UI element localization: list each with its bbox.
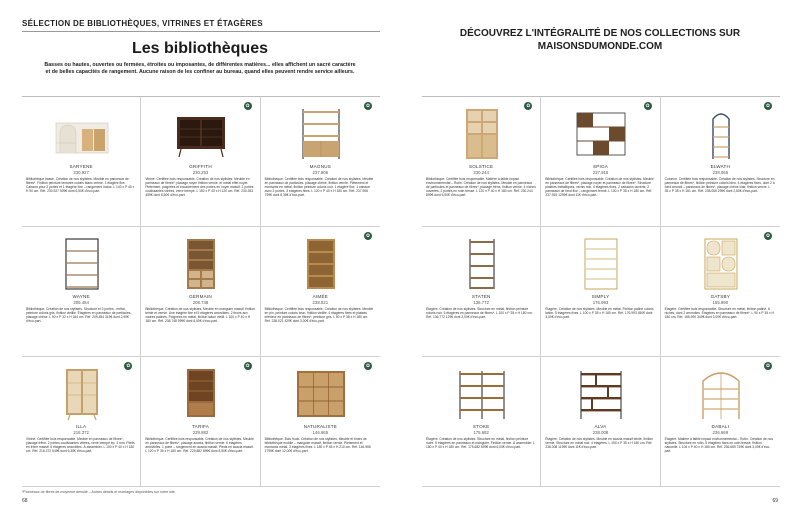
product-card[interactable] [261,227,380,357]
product-name: SPIGA [592,164,609,169]
product-grid-right [422,96,780,486]
product-card[interactable] [141,357,260,487]
product-card[interactable] [22,357,141,487]
product-card[interactable] [661,227,780,357]
product-ref: 230.253 [192,170,209,175]
bookcase-image [291,107,351,161]
product-desc: Étagère. Création de nos stylistes. Structure en métal, finition peinture noire. 5 étagères en panneaux et manguier. Finition vernie. À assembler. L 180 x P 40 x H 180 cm. Réf. 175.682 699€ dont 6,00€ d'éco-part. [426,437,535,450]
product-name: WAYNE [72,294,90,299]
product-name: GATSBY [710,294,731,299]
product-ref: 237.906 [312,170,329,175]
product-card[interactable] [261,357,380,487]
product-ref: 230.244 [473,170,489,175]
product-name: STATEN [471,294,491,299]
product-ref: 136.772 [473,300,489,305]
eco-leaf-icon: ✿ [365,103,371,109]
promo-line: DÉCOUVREZ L'INTÉGRALITÉ DE NOS COLLECTIONS SUR [459,28,741,39]
product-desc: Étagère. Création de nos stylistes. Structure en métal, finition peinture coloris noir. 5 étagères en panneaux de fibres*. L 100 x P 35 x H 180 cm. Réf. 136.772 129€ dont 2,00€ d'éco-part. [426,307,533,320]
eco-leaf-icon: ✿ [526,103,531,109]
product-card[interactable] [22,227,141,357]
product-desc: Bibliothèque. Certifiée bois responsable. Création de nos stylistes. Meuble en panneaux de fibres*, placage acacia, finition vernie. 6 étagères amovibles. 1 porte – rangement en acacia massif. Pieds en acacia massif. L 120 x P 35 x H 180 cm. Réf. 229.882 899€ dont 8,50€ d'éco-part. [145,437,254,454]
product-card[interactable] [261,97,380,227]
eco-leaf-icon: ✿ [365,233,371,239]
eco-leaf-icon: ✿ [765,363,771,369]
product-desc: Étagère. Création de nos stylistes. Meuble en acacia massif teinté, finition vernie. Structure en métal noir. 4 étagères. L 150 x P 35 x H 180 cm. Réf. 238.008 1199€ dont 11€ d'éco-part. [545,437,654,450]
shelf-image [691,107,751,161]
promo-banner [400,27,800,53]
product-ref: 238.065 [712,170,729,175]
product-name: STOKE [472,424,490,429]
product-card[interactable] [141,227,260,357]
promo-site-link[interactable]: MAISONSDUMONDE.COM [537,41,663,52]
product-desc: Bibliothèque. Certifiée bois responsable. Matière à faible impact environnemental – Rotin. Création de nos stylistes. Meuble en panneaux de particules et panneaux de fibres*, placage frêne, finition vernie. 4 niches ouvertes, 2 portes en rotin tressé. L 120 x P 40 x H 180 cm. Réf. 230.244 899€ dont 6,50€ d'éco-part. [426,177,536,198]
eco-leaf-icon: ✿ [245,363,250,369]
shelf-image [691,237,751,291]
product-desc: Bibliothèque. Certifiée bois responsable. Création de nos stylistes. Meuble en panneaux de fibres*, placage noyer et panneaux de fibres*. Structure platines métalliques, vernis noir. 4 étagères fixes, 2 caissons ouverts, 2 panneaux de fond fixe – rangement fermé. L 130 x P 35 x H 180 cm. Réf. 237.915 1299€ dont 11€ d'éco-part. [545,177,654,198]
product-name: SARYENE [69,164,93,169]
bookcase-image [171,237,231,291]
product-ref: 216.372 [73,430,89,435]
product-card[interactable] [22,97,141,227]
page-number: 68 [22,498,28,504]
product-ref: 229.882 [192,430,209,435]
product-ref: 238.021 [312,300,329,305]
product-card[interactable] [141,97,260,227]
product-ref: 176.993 [592,300,609,305]
product-desc: Bibliothèque. Certifiée bois responsable. Création de nos stylistes. Meuble en panneaux de particules, placage chêne, finition vernie. Piètement et montants en métal, finition peinture coloris noir. 1 étagère fixe, 1 caisson avec 2 portes, 3 étagères fixes. L 120 x P 40 x H 180 cm. Réf. 237.906 799€ dont 8,35€ d'éco-part. [264,177,374,198]
product-desc: Colonne. Certifiée bois responsable. Création de nos stylistes. Structure en panneaux de fibres*, finition peinture coloris bleu. 4 étagères fixes, dont 2 à fond arrondi – panneaux de fibres*, placage chêne clair, finition vernie. L 35 x P 35 x H 181 cm. Réf. 238.065 299€ dont 2,60€ d'éco-part. [664,177,775,194]
product-desc: Bibliothèque. Certifiée bois responsable. Création de nos stylistes. Meuble en pin, peinture coloris brun, finition vieillie. 4 étagères fixes et plateau inférieur en panneaux de fibres*, peinture gris. L 90 x P 38 x H 180 cm. Réf. 238.021 429€ dont 3,00€ d'éco-part. [264,307,374,324]
product-ref: 236.669 [712,430,729,435]
eco-leaf-icon: ✿ [126,363,131,369]
right-page [400,0,800,513]
product-name: SIMPLY [591,294,610,299]
product-ref: 165.990 [712,300,729,305]
shelf-image [571,367,631,421]
eco-leaf-icon: ✿ [765,233,771,239]
product-card[interactable] [541,357,660,487]
product-desc: Bibliothèque basse. Création de nos stylistes. Meuble en panneaux de fibres*. Finition peinture texturée coloris blanc crème. 1 étagère fixe. Caisson pour 2 portes et 1 étagère fixe – rangement inclus. L 140 x P 40 x H 90 cm. Réf. 230.927 599€ dont 6,50€ d'éco-part. [26,177,135,194]
product-card[interactable] [422,97,541,227]
eco-leaf-icon: ✿ [765,103,771,109]
product-desc: Bibliothèque. Création de nos stylistes. Meuble en manguier massif, finition teinte et vernie. Une étagère fixe et 5 étagères amovibles. 2 tiroirs aux cadres patinés. Poignées en métal, finition laiton vieilli. L 100 x P 40 x H 180 cm. Réf. 208.748 999€ dont 6,50€ d'éco-part. [145,307,255,324]
eco-leaf-icon: ✿ [245,103,250,109]
product-card[interactable] [422,227,541,357]
bookcase-image [571,107,631,161]
eco-leaf-icon: ✿ [645,103,650,109]
product-name: AIMÉE [312,294,328,299]
bookcase-image [171,367,231,421]
product-card[interactable] [541,97,660,227]
product-ref: 175.682 [473,430,489,435]
footnote: *Panneaux de fibres de moyenne densité – Autres détails et montages disponibles sur notre site [22,490,175,494]
product-desc: Bibliothèque. Bois fruck. Création de nos stylistes. Meuble et tiroirs de bibliothèque mobile – manguier massif, finition vernie. Piètement et montants métal. 3 étagères fixes. L 180 x P 45 x H 210 cm. Réf. 146.965 1799€ dont 12,00€ d'éco-part. [264,437,371,454]
page-number: 69 [772,498,778,504]
product-desc: Bibliothèque. Création de nos stylistes. Structure et 3 portes - métal, peinture coloris gris, finition vieillie. Étagères en panneaux de particules, placage chêne. L 90 x P 32 x H 184 cm. Réf. 209.454 319€ dont 2,90€ d'éco-part. [26,307,132,324]
vitrine-image [52,367,112,421]
bookcase-image [452,107,512,161]
product-name: ILLA [76,424,87,429]
product-card[interactable] [422,357,541,487]
section-divider [22,31,380,32]
eco-leaf-icon: ✿ [365,363,371,369]
product-card[interactable] [541,227,660,357]
shelf-image [452,237,512,291]
product-name: DABALI [711,424,730,429]
bookcase-image [52,237,112,291]
product-desc: Vitrine. Certifiée bois responsable. Meuble en panneaux de fibres*, placage frêne. 2 portes coulissantes vitrées, verre trempé ép. 4 mm. Pieds en frêne massif. 6 étagères amovibles. À assembler. L 100 x P 40 x H 180 cm. Réf. 216.372 549€ dont 6,35€ d'éco-part. [26,437,135,454]
product-name: SOLSTICE [469,164,494,169]
product-ref: 146.965 [312,430,329,435]
product-card[interactable] [661,97,780,227]
bookcase-image [52,107,112,161]
product-desc: Étagère. Matière à faible impact environnemental – Rotin. Création de nos stylistes. Structure en rotin, 5 étagères fixes en rotin tressé, finition naturelle. L 104 x P 40 x H 180 cm. Réf. 236.669 749€ dont 3,00€ d'éco-part. [664,437,773,454]
product-ref: 209.454 [73,300,89,305]
product-desc: Étagère. Certifiée bois responsable. Structure en métal, finition patiné. 6 niches, dont 2 arrondies. Étagères en panneaux de fibres*. L 90 x P 35 x H 180 cm. Réf. 165.990 349€ dont 3,00€ d'éco-part. [664,307,774,320]
product-desc: Vitrine. Certifiée bois responsable. Création de nos stylistes. Meuble en panneaux de fibres*, placage noyer finition vernie, et métal effet noyer. Piètement, poignées et encadrement des portes en noyer massif. 2 portes coulissantes vitrées, verre trempé. L 150 x P 40 x H 120 cm. Réf. 230.253 499€ dont 8,50€ d'éco-part. [145,177,254,198]
product-grid-left [22,96,380,486]
product-name: ALVA [594,424,607,429]
product-ref: 238.008 [592,430,609,435]
shelf-image [571,237,631,291]
product-name: ELWATH [710,164,731,169]
bookcase-image [291,237,351,291]
intro-text: Basses ou hautes, ouvertes ou fermées, étroites ou imposantes, de différentes matières... elles affichent un sacré caractère et de belles capacités de rangement. Aucune raison de les confiner au bureau, quand elles peuvent rendre service ailleurs. [44,62,356,75]
product-name: GERMAIN [189,294,212,299]
product-card[interactable] [661,357,780,487]
product-name: GRIFFITH [189,164,212,169]
bookcase-image [291,367,351,421]
shelf-image [691,367,751,421]
shelf-image [452,367,512,421]
product-ref: 230.927 [73,170,89,175]
vitrine-image [171,107,231,161]
product-name: TARIFA [192,424,209,429]
product-name: NATURALISTE [303,424,338,429]
product-desc: Étagère. Création de nos stylistes. Meuble en métal. Finition patine coloris laiton. 5 étagères fixes. L 100 x P 35 x H 180 cm. Réf. 176.993 450€ dont 3,00€ d'éco-part. [545,307,654,320]
product-ref: 237.915 [592,170,609,175]
page-title: Les bibliothèques [131,40,268,57]
product-name: MAGNUS [309,164,331,169]
section-title: SÉLECTION DE BIBLIOTHÈQUES, VITRINES ET ÉTAGÈRES [22,19,263,28]
product-ref: 208.748 [192,300,209,305]
